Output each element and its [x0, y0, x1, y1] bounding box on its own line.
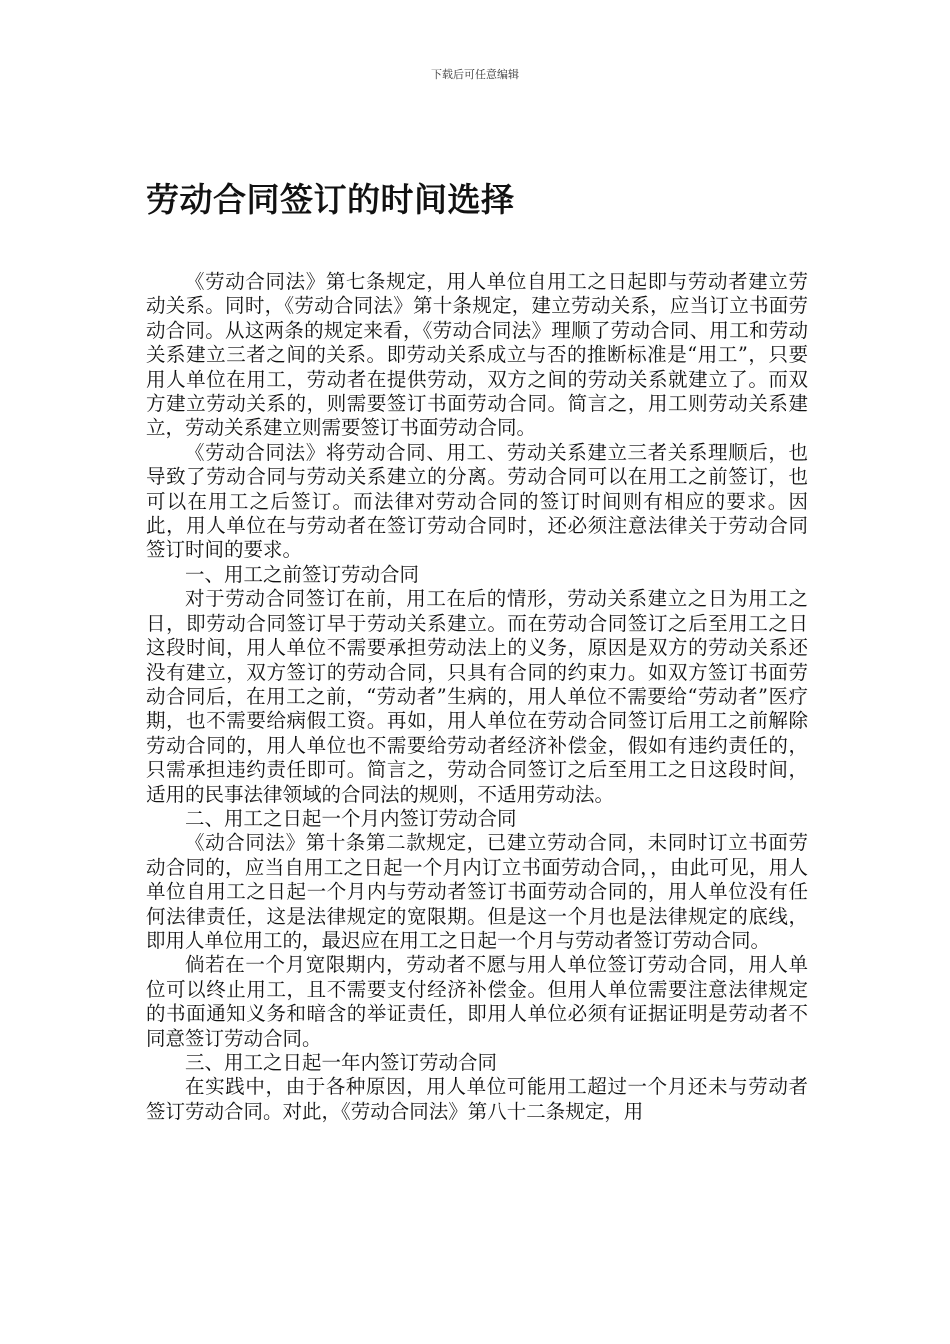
document-title: 劳动合同签订的时间选择 — [146, 180, 515, 219]
body-paragraph: 在实践中，由于各种原因，用人单位可能用工超过一个月还未与劳动者签订劳动合同。对此，《劳动合同法》第八十二条规定，用 — [146, 1075, 808, 1123]
body-paragraph: 《劳动合同法》将劳动合同、用工、劳动关系建立三者关系理顺后，也导致了劳动合同与劳动关系建立的分离。劳动合同可以在用工之前签订，也可以在用工之后签订。而法律对劳动合同的签订时间则有相应的要求。因此，用人单位在与劳动者在签订劳动合同时，还必须注意法律关于劳动合同签订时间的要求。 — [146, 440, 808, 562]
body-paragraph: 对于劳动合同签订在前，用工在后的情形，劳动关系建立之日为用工之日，即劳动合同签订早于劳动关系建立。而在劳动合同签订之后至用工之日这段时间，用人单位不需要承担劳动法上的义务，原因是双方的劳动关系还没有建立，双方签订的劳动合同，只具有合同的约束力。如双方签订书面劳动合同后，在用工之前，“劳动者”生病的，用人单位不需要给“劳动者”医疗期，也不需要给病假工资。再如，用人单位在劳动合同签订后用工之前解除劳动合同的，用人单位也不需要给劳动者经济补偿金，假如有违约责任的，只需承担违约责任即可。简言之，劳动合同签订之后至用工之日这段时间，适用的民事法律领域的合同法的规则，不适用劳动法。 — [146, 587, 808, 806]
body-paragraph: 《劳动合同法》第七条规定，用人单位自用工之日起即与劳动者建立劳动关系。同时，《劳动合同法》第十条规定，建立劳动关系，应当订立书面劳动合同。从这两条的规定来看，《劳动合同法》理顺了劳动合同、用工和劳动关系建立三者之间的关系。即劳动关系成立与否的推断标准是“用工”，只要用人单位在用工，劳动者在提供劳动，双方之间的劳动关系就建立了。而双方建立劳动关系的，则需要签订书面劳动合同。简言之，用工则劳动关系建立，劳动关系建立则需要签订书面劳动合同。 — [146, 270, 808, 440]
document-body — [146, 270, 808, 1124]
section-heading: 二、用工之日起一个月内签订劳动合同 — [185, 806, 517, 830]
header-note: 下载后可任意编辑 — [431, 68, 519, 81]
section-heading: 一、用工之前签订劳动合同 — [185, 562, 420, 586]
body-paragraph: 《动合同法》第十条第二款规定，已建立劳动合同，未同时订立书面劳动合同的，应当自用工之日起一个月内订立书面劳动合同，，由此可见，用人单位自用工之日起一个月内与劳动者签订书面劳动合同的，用人单位没有任何法律责任，这是法律规定的宽限期。但是这一个月也是法律规定的底线，即用人单位用工的，最迟应在用工之日起一个月与劳动者签订劳动合同。 — [146, 831, 808, 952]
section-heading: 三、用工之日起一年内签订劳动合同 — [185, 1051, 498, 1074]
body-paragraph: 倘若在一个月宽限期内，劳动者不愿与用人单位签订劳动合同，用人单位可以终止用工，且不需要支付经济补偿金。但用人单位需要注意法律规定的书面通知义务和暗含的举证责任，即用人单位必须有证据证明是劳动者不同意签订劳动合同。 — [146, 953, 808, 1050]
